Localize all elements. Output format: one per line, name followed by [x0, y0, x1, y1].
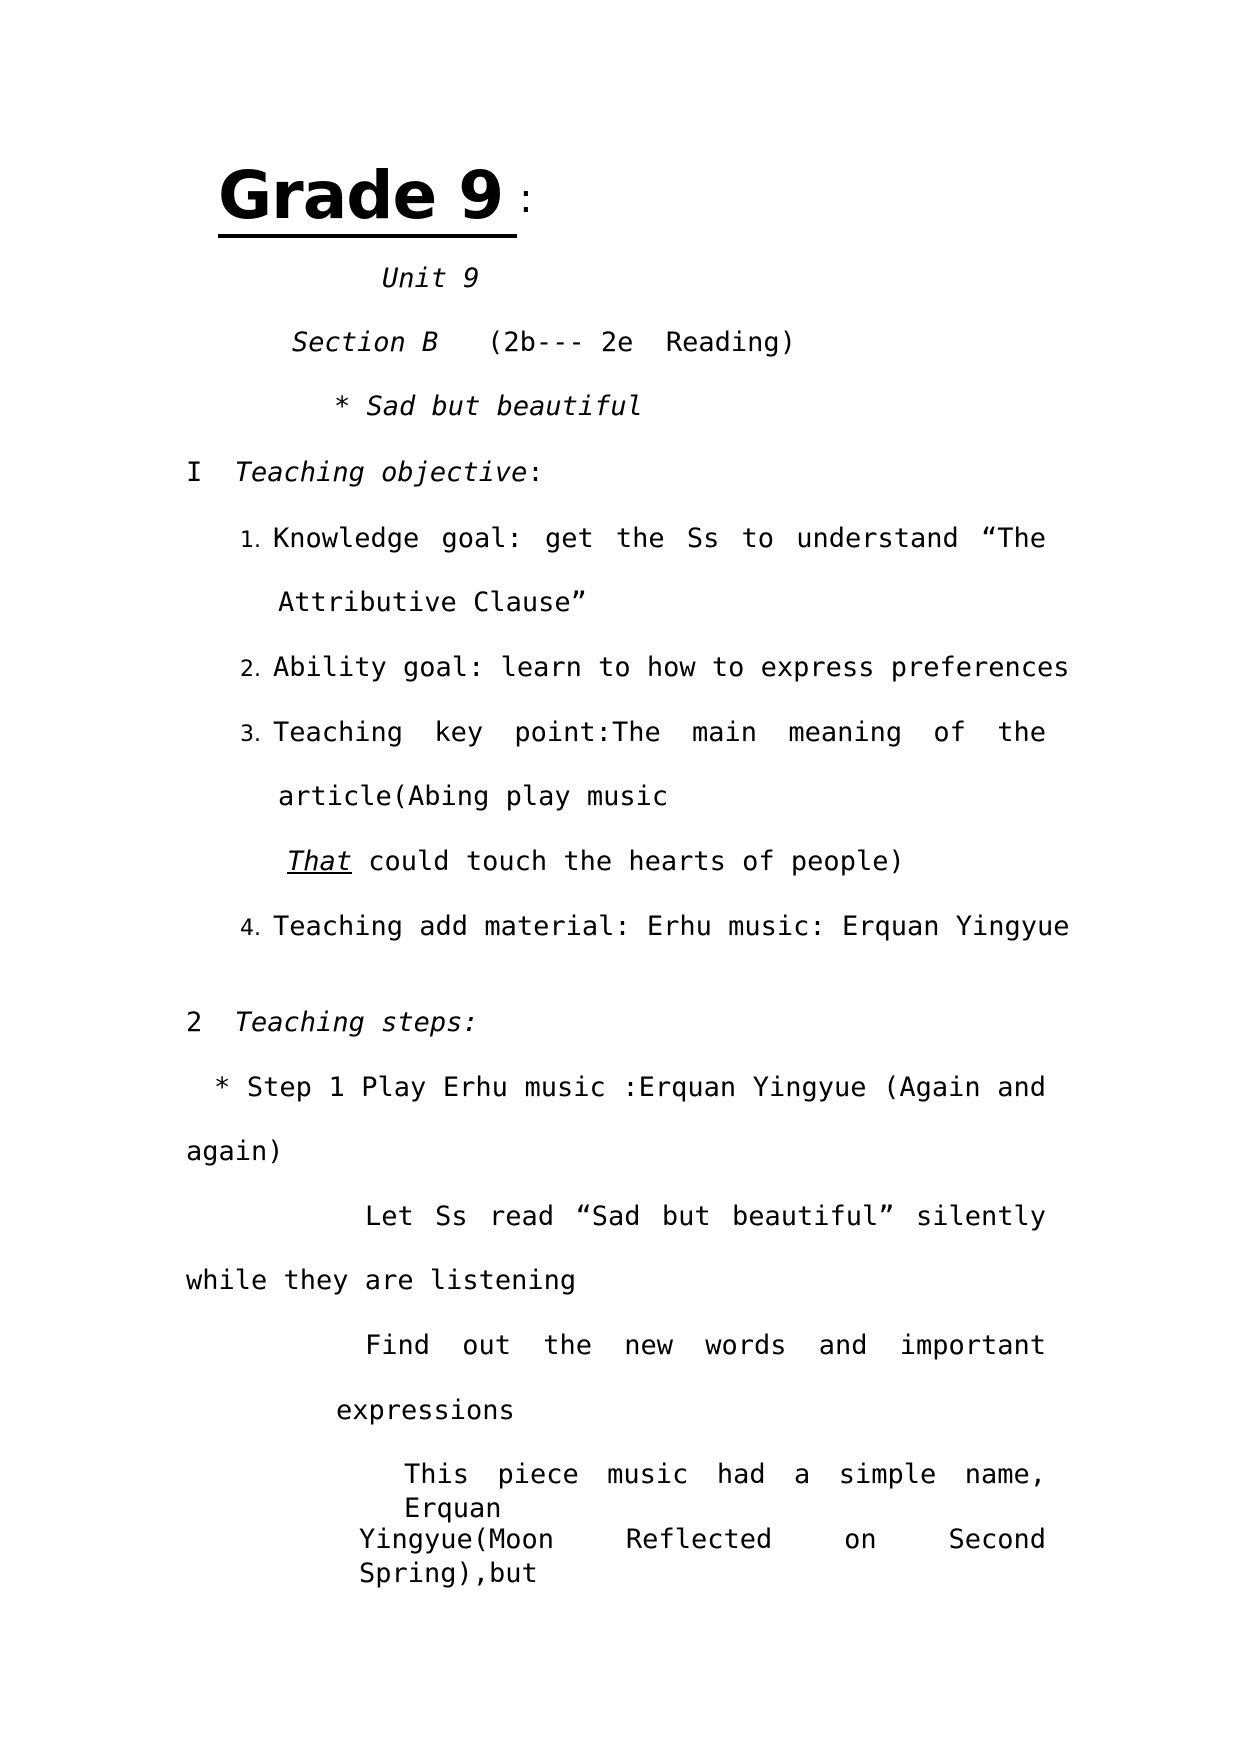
objective-item-3-number: 3.	[240, 722, 261, 747]
grade-title-colon: :	[519, 176, 532, 222]
objective-item-3-line1: Teaching key point:The main meaning of the	[273, 717, 1046, 748]
section-label: Section B	[292, 327, 439, 358]
step-1-line1: * Step 1 Play Erhu music :Erquan Yingyue (Again and	[214, 1072, 1046, 1103]
section-heading	[292, 326, 796, 360]
paragraph-1-line1: Let Ss read “Sad but beautiful” silently	[365, 1201, 1046, 1232]
grade-title	[218, 158, 532, 237]
objective-item-3-line3-rest: could touch the hearts of people)	[352, 846, 905, 877]
lesson-title	[334, 390, 643, 424]
unit-heading: Unit 9	[382, 263, 480, 294]
objective-numeral: I	[186, 457, 203, 488]
objective-item-2-line1: Ability goal: learn to how to express preferences	[273, 652, 1070, 683]
steps-numeral: 2	[186, 1007, 203, 1038]
objective-item-4-number: 4.	[240, 916, 261, 941]
lesson-bullet: *	[334, 391, 351, 422]
objective-item-1-number: 1.	[240, 528, 261, 553]
objective-heading	[186, 456, 544, 490]
steps-heading	[186, 1006, 479, 1040]
objective-colon: :	[527, 457, 544, 488]
objective-item-4-line1: Teaching add material: Erhu music: Erquan Yingyue	[273, 911, 1070, 942]
objective-item-1-line1: Knowledge goal: get the Ss to understand “The	[273, 523, 1046, 554]
emphasis-that: That	[287, 846, 353, 877]
paragraph-2-line2: expressions	[336, 1395, 515, 1426]
section-detail: (2b--- 2e Reading)	[487, 327, 796, 358]
objective-item-3-line2: article(Abing play music	[278, 781, 669, 812]
grade-title-text: Grade 9	[218, 157, 517, 238]
paragraph-3-line1: This piece music had a simple name, Erquan	[404, 1459, 1046, 1524]
steps-heading-text: Teaching steps:	[234, 1007, 479, 1038]
lesson-title-text: Sad but beautiful	[366, 391, 643, 422]
objective-item-3-line3	[287, 845, 905, 879]
objective-item-2-number: 2.	[240, 657, 261, 682]
objective-item-1-line2: Attributive Clause”	[278, 587, 587, 618]
step-1-line2: again)	[186, 1136, 284, 1167]
paragraph-3-line2: Yingyue(Moon Reflected on Second Spring),but	[359, 1524, 1046, 1589]
objective-heading-text: Teaching objective	[234, 457, 528, 488]
paragraph-2-line1: Find out the new words and important	[365, 1330, 1046, 1361]
paragraph-1-line2: while they are listening	[186, 1265, 577, 1296]
